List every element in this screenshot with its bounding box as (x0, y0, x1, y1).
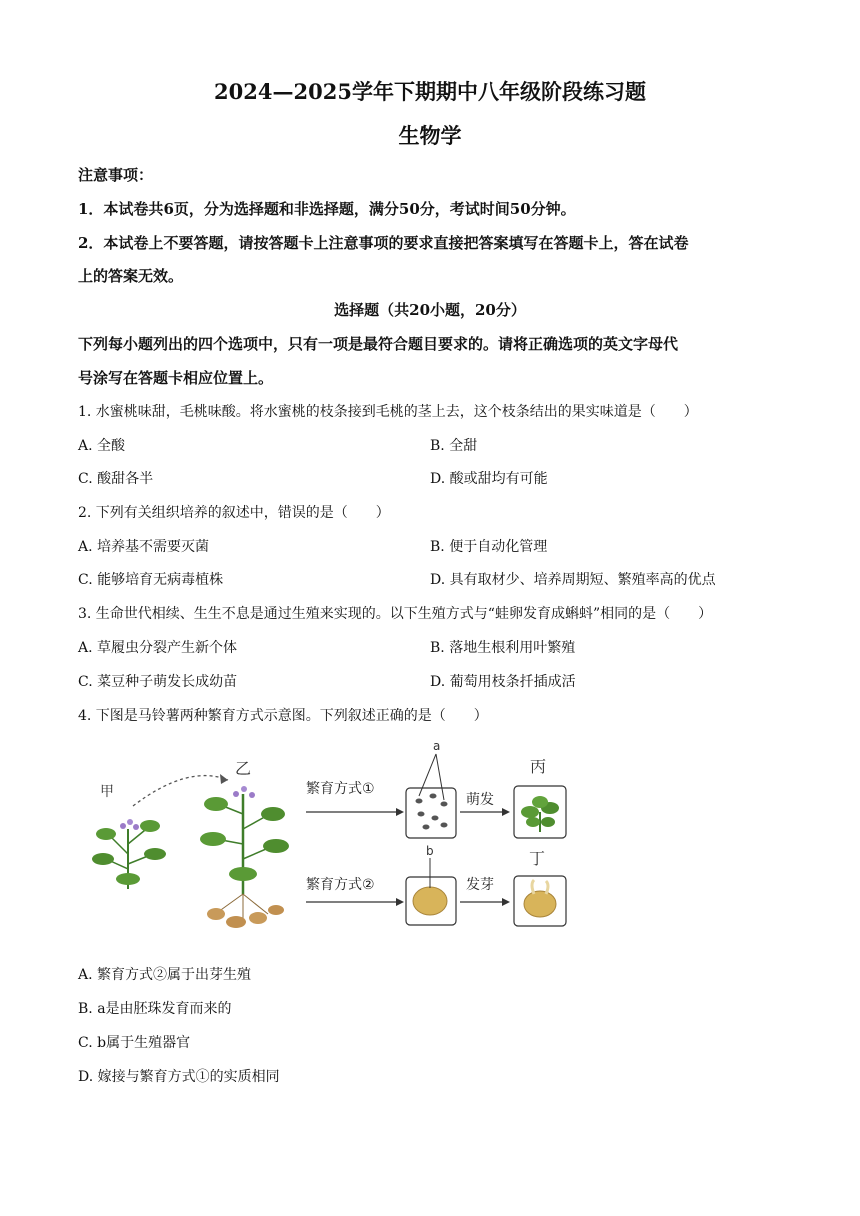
label-sprout-2: 发芽 (466, 877, 494, 893)
question-2-option-a: A. 培养基不需要灭菌 (78, 539, 210, 555)
question-3-stem: 3. 生命世代相续、生生不息是通过生殖来实现的。以下生殖方式与“蛙卵发育成蝌蚪”相同的是（ ） (78, 606, 713, 622)
question-3-option-a: A. 草履虫分裂产生新个体 (78, 640, 238, 656)
section-instruction-line-2: 号涂写在答题卡相应位置上。 (78, 369, 274, 387)
question-2-option-c: C. 能够培育无病毒植株 (78, 572, 224, 588)
label-ding: 丁 (529, 849, 546, 868)
subject-title: 生物学 (398, 123, 462, 148)
question-4-option-b: B. a是由胚珠发育而来的 (78, 1001, 232, 1017)
label-method-2: 繁育方式② (306, 877, 375, 893)
section-instruction-line-1: 下列每小题列出的四个选项中，只有一项是最符合题目要求的。请将正确选项的英文字母代 (78, 335, 679, 353)
label-b: b (426, 844, 434, 858)
plant-yi-image (200, 786, 289, 928)
potato-image (413, 887, 447, 915)
question-1-option-b: B. 全甜 (430, 438, 478, 454)
question-3-option-d: D. 葡萄用枝条扦插成活 (430, 674, 576, 690)
question-2-option-d: D. 具有取材少、培养周期短、繁殖率高的优点 (430, 572, 716, 588)
question-1-option-c: C. 酸甜各半 (78, 471, 154, 487)
question-2-option-b: B. 便于自动化管理 (430, 539, 548, 555)
question-1-option-d: D. 酸或甜均有可能 (430, 471, 548, 487)
section-title: 选择题（共20小题，20分） (334, 301, 526, 319)
arrow-sprout-1-head (502, 808, 510, 816)
question-1-stem: 1. 水蜜桃味甜，毛桃味酸。将水蜜桃的枝条接到毛桃的茎上去，这个枝条结出的果实味道是（ ） (78, 404, 698, 420)
label-sprout-1: 萌发 (466, 792, 494, 808)
question-2-stem: 2. 下列有关组织培养的叙述中，错误的是（ ） (78, 505, 390, 521)
arrow-method-1-head (396, 808, 404, 816)
question-4-option-a: A. 繁育方式②属于出芽生殖 (78, 967, 252, 983)
question-4-stem: 4. 下图是马铃薯两种繁育方式示意图。下列叙述正确的是（ ） (78, 708, 488, 724)
notice-item-2-line-1: 2．本试卷上不要答题，请按答题卡上注意事项的要求直接把答案填写在答题卡上，答在试卷 (78, 234, 689, 252)
label-method-1: 繁育方式① (306, 781, 375, 797)
label-yi: 乙 (235, 759, 252, 778)
arrow-method-2-head (396, 898, 404, 906)
question-1-option-a: A. 全酸 (78, 438, 126, 454)
label-a: a (433, 739, 441, 753)
label-jia: 甲 (100, 784, 114, 800)
notice-heading: 注意事项： (78, 166, 154, 184)
exam-title: 2024—2025学年下期期中八年级阶段练习题 (214, 79, 646, 104)
label-bing: 丙 (530, 757, 547, 776)
notice-item-1: 1．本试卷共6页，分为选择题和非选择题，满分50分，考试时间50分钟。 (78, 200, 576, 218)
question-4-option-c: C. b属于生殖器官 (78, 1035, 191, 1051)
dashed-arrow-head (220, 774, 228, 784)
question-3-option-b: B. 落地生根利用叶繁殖 (430, 640, 576, 656)
notice-item-2-line-2: 上的答案无效。 (78, 267, 184, 285)
potato-propagation-figure (78, 734, 578, 934)
question-3-option-c: C. 菜豆种子萌发长成幼苗 (78, 674, 238, 690)
question-4-option-d: D. 嫁接与繁育方式①的实质相同 (78, 1069, 280, 1085)
arrow-sprout-2-head (502, 898, 510, 906)
plant-jia-image (92, 819, 166, 889)
